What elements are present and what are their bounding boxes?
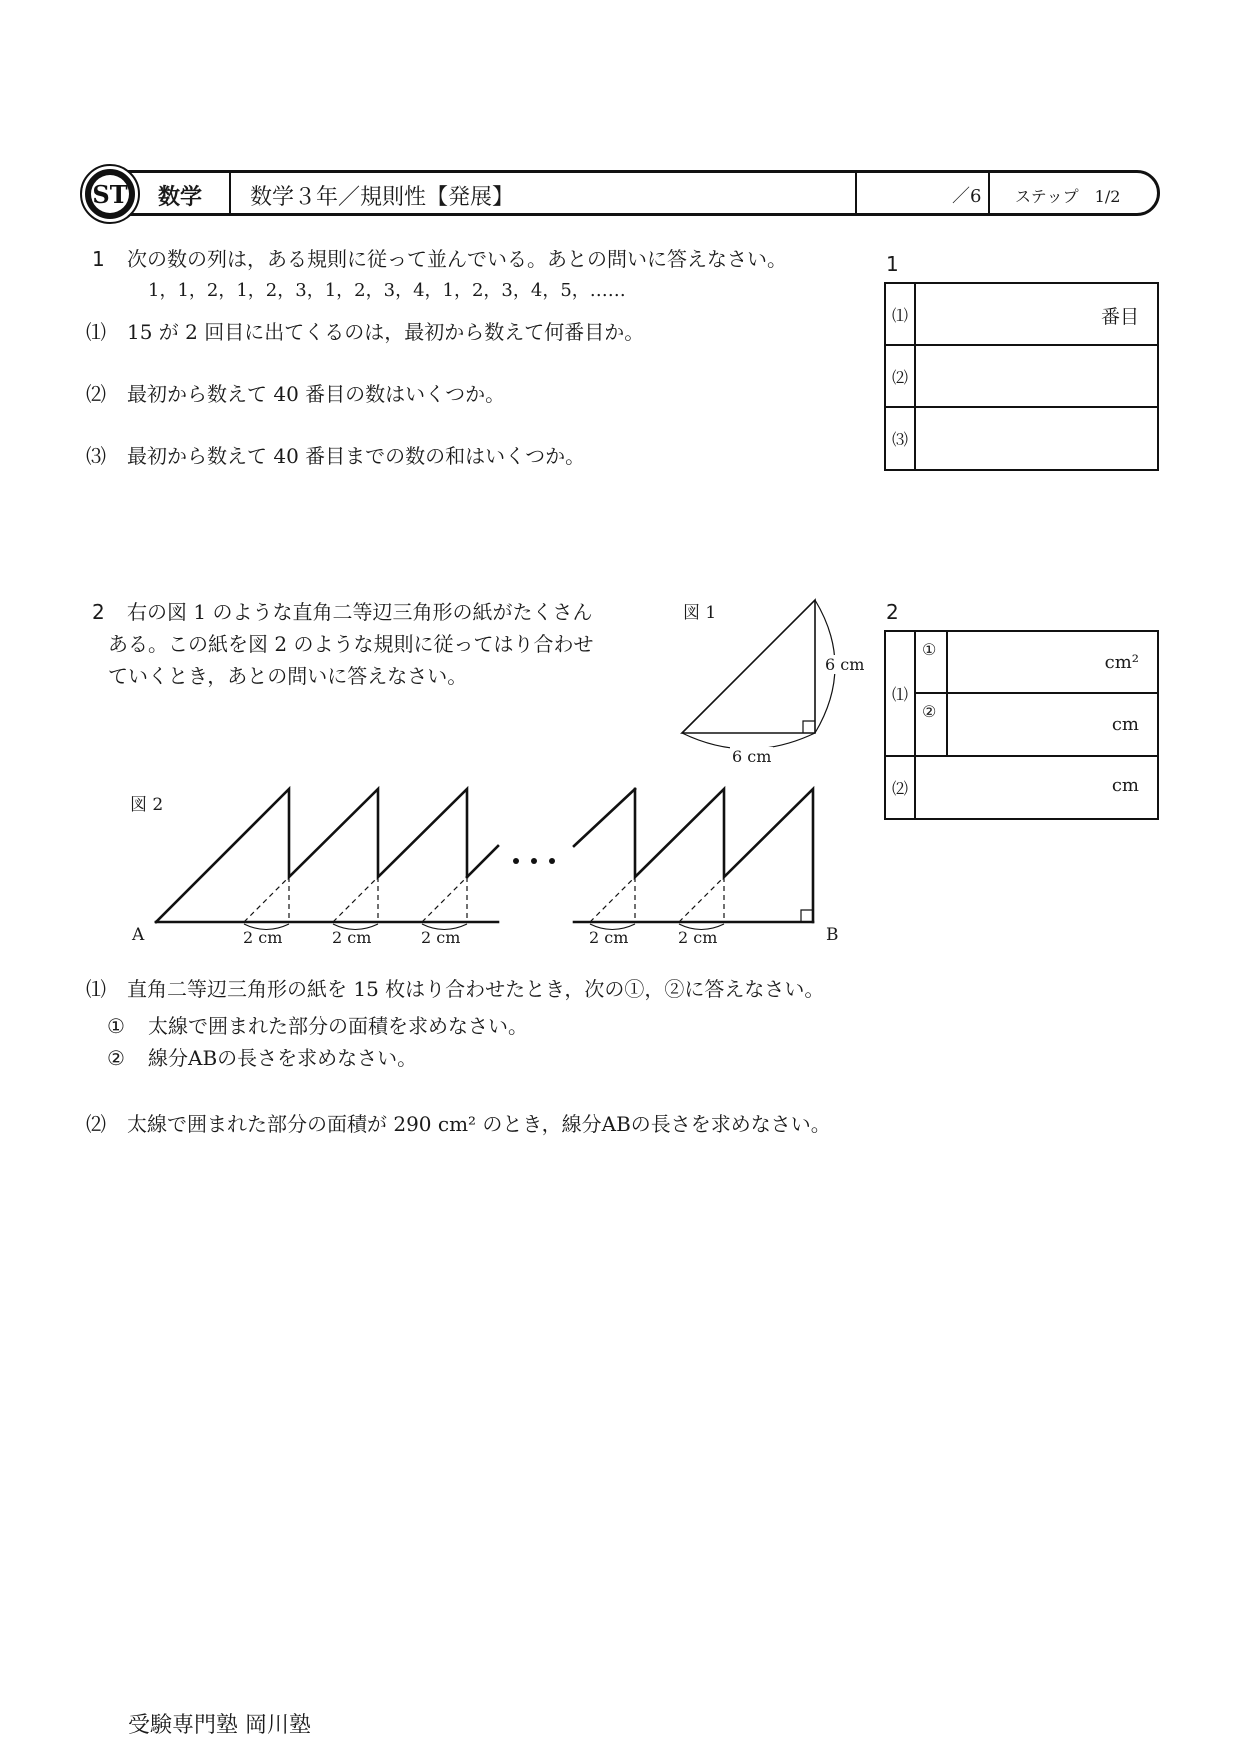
q2-number: 2 bbox=[92, 600, 105, 624]
box1-row1-label: ⑴ bbox=[891, 305, 908, 325]
fig1-base-length: 6 cm bbox=[732, 747, 772, 766]
box1-row3-label: ⑶ bbox=[891, 430, 908, 449]
fig2-ellipsis-dots bbox=[513, 858, 555, 864]
q2-sub1b-text: 線分ABの長さを求めなさい。 bbox=[148, 1046, 418, 1070]
box2-row1b-input[interactable] bbox=[948, 694, 1157, 757]
box1-row2-label-cell bbox=[886, 346, 916, 408]
header-divider bbox=[855, 173, 857, 213]
box2-row1b-label-cell bbox=[916, 694, 948, 757]
box2-row1a-label: ① bbox=[922, 640, 937, 659]
answer-box2-heading: 2 bbox=[886, 600, 899, 624]
q1-sub2-text: 最初から数えて 40 番目の数はいくつか。 bbox=[127, 382, 506, 406]
q1-sub1-text: 15 が 2 回目に出てくるのは，最初から数えて何番目か。 bbox=[127, 320, 645, 344]
overlap-label: 2 cm bbox=[421, 928, 461, 947]
q2-sub2-label: ⑵ bbox=[86, 1112, 106, 1136]
step-indicator: ステップ 1/2 bbox=[1015, 187, 1121, 206]
overlap-label: 2 cm bbox=[332, 928, 372, 947]
q2-sub1a-label: ① bbox=[107, 1014, 125, 1038]
q1-sub2-label: ⑵ bbox=[86, 382, 106, 406]
point-a-label: A bbox=[132, 925, 145, 945]
header-divider bbox=[229, 173, 231, 213]
q1-sub3-text: 最初から数えて 40 番目までの数の和はいくつか。 bbox=[127, 444, 586, 468]
fig1-side-length: 6 cm bbox=[825, 655, 865, 674]
header-bar bbox=[82, 170, 1160, 216]
fig2-overlap-braces bbox=[244, 924, 724, 930]
footer-school-name: 受験専門塾 岡川塾 bbox=[128, 1713, 311, 1738]
q2-sub1a-text: 太線で囲まれた部分の面積を求めなさい。 bbox=[148, 1014, 528, 1038]
box2-row2-label-cell bbox=[886, 757, 916, 818]
q2-sub1b-label: ② bbox=[107, 1046, 125, 1070]
box2-row1a-label-cell bbox=[916, 632, 948, 694]
fig2-label: 図 2 bbox=[130, 795, 164, 815]
answer-box-1 bbox=[884, 282, 1159, 471]
worksheet-title: 数学３年／規則性【発展】 bbox=[250, 185, 515, 210]
box2-row1b-label: ② bbox=[922, 702, 937, 721]
point-b-label: B bbox=[826, 925, 839, 945]
q1-prompt: 次の数の列は，ある規則に従って並んでいる。あとの問いに答えなさい。 bbox=[127, 247, 787, 271]
subject-label: 数学 bbox=[158, 185, 203, 210]
box2-row1a-input[interactable] bbox=[948, 632, 1157, 694]
box1-row2-label: ⑵ bbox=[891, 367, 908, 387]
fig1-triangle-shape bbox=[682, 600, 815, 733]
q2-prompt-line2: ある。この紙を図 2 のような規則に従ってはり合わせ bbox=[108, 632, 594, 656]
box2-row2-label: ⑵ bbox=[891, 779, 908, 798]
q1-sequence: 1，1，2，1，2，3，1，2，3，4，1，2，3，4，5，…… bbox=[148, 280, 626, 301]
box1-row3-label-cell bbox=[886, 408, 916, 469]
fig1-label: 図 1 bbox=[683, 603, 717, 623]
fig2-right-angle-mark bbox=[801, 910, 813, 922]
box1-row2-input[interactable] bbox=[916, 346, 1157, 408]
box2-row1-label-cell bbox=[886, 632, 916, 757]
box1-row1-unit: 番目 bbox=[1100, 306, 1139, 328]
figure-2-chain bbox=[120, 775, 840, 955]
box1-row3-input[interactable] bbox=[916, 408, 1157, 469]
box2-row2-input[interactable] bbox=[916, 757, 1157, 818]
q1-number: 1 bbox=[92, 247, 105, 271]
q2-prompt-line1: 右の図 1 のような直角二等辺三角形の紙がたくさん bbox=[127, 600, 593, 624]
answer-box1-heading: 1 bbox=[886, 252, 899, 276]
header-divider bbox=[988, 173, 990, 213]
q2-sub1-text: 直角二等辺三角形の紙を 15 枚はり合わせたとき，次の①，②に答えなさい。 bbox=[127, 977, 825, 1001]
overlap-label: 2 cm bbox=[589, 928, 629, 947]
box2-row1-label: ⑴ bbox=[891, 685, 908, 704]
logo-text: ST bbox=[91, 175, 129, 213]
q2-prompt-line3: ていくとき，あとの問いに答えなさい。 bbox=[108, 664, 468, 688]
fig1-right-angle-mark bbox=[803, 721, 815, 733]
box2-row1b-unit: cm bbox=[1111, 714, 1139, 735]
overlap-label: 2 cm bbox=[678, 928, 718, 947]
box2-row2-unit: cm bbox=[1111, 775, 1139, 796]
q2-sub2-text: 太線で囲まれた部分の面積が 290 cm² のとき，線分ABの長さを求めなさい。 bbox=[127, 1112, 831, 1136]
figure-1-triangle bbox=[670, 590, 870, 770]
school-logo bbox=[82, 166, 138, 222]
q1-sub1-label: ⑴ bbox=[86, 320, 106, 344]
fig2-dashed-overlaps bbox=[244, 877, 724, 922]
fig2-thick-outline bbox=[156, 789, 813, 922]
box1-row1-input[interactable] bbox=[916, 284, 1157, 346]
box1-row1-label-cell bbox=[886, 284, 916, 346]
answer-box-2 bbox=[884, 630, 1159, 820]
q1-sub3-label: ⑶ bbox=[86, 444, 106, 468]
box2-row1a-unit: cm² bbox=[1104, 652, 1139, 673]
q2-sub1-label: ⑴ bbox=[86, 977, 106, 1001]
score-field: ／6 bbox=[952, 186, 982, 207]
overlap-label: 2 cm bbox=[243, 928, 283, 947]
